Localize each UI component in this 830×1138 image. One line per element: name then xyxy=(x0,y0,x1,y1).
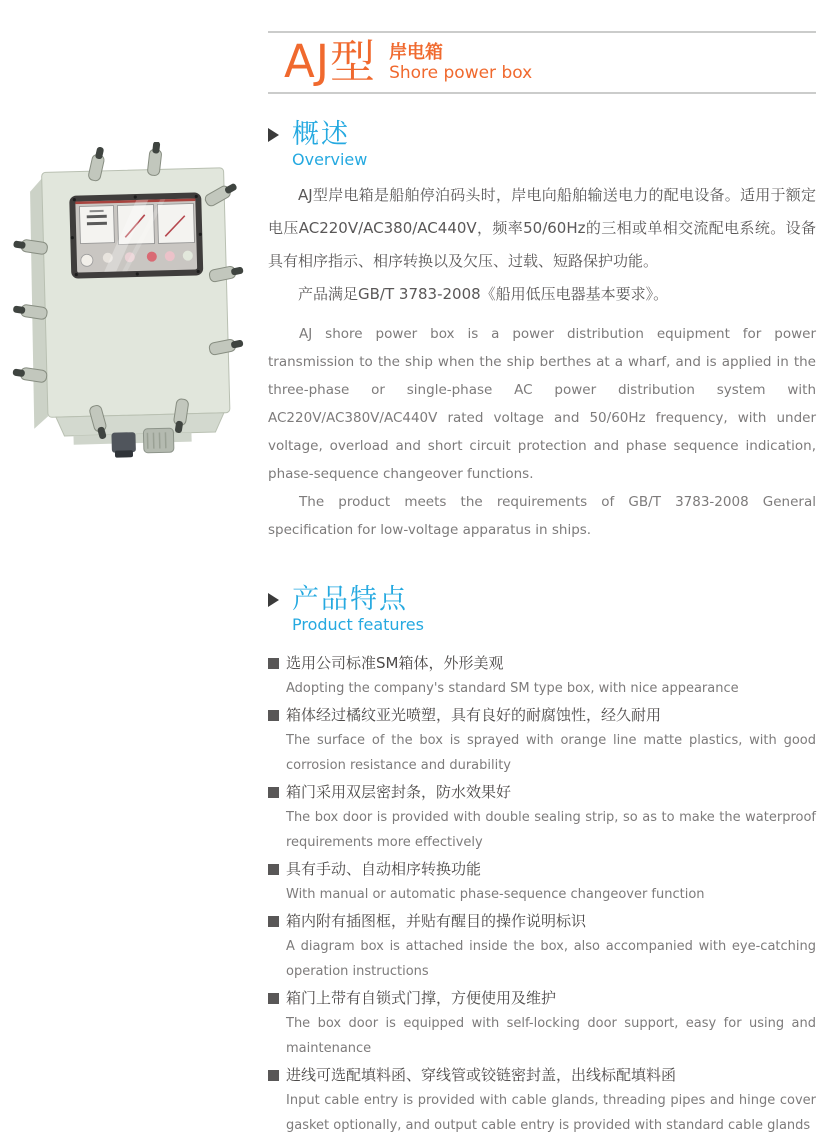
overview-section-header xyxy=(268,119,816,170)
feature-text-en: With manual or automatic phase-sequence changeover function xyxy=(268,882,816,907)
feature-item xyxy=(268,1062,816,1138)
feature-zh-row xyxy=(268,856,816,882)
section-arrow-icon xyxy=(268,593,279,607)
feature-item xyxy=(268,650,816,701)
square-bullet-icon xyxy=(268,658,279,669)
square-bullet-icon xyxy=(268,710,279,721)
feature-text-zh: 进线可选配填料函、穿线管或铰链密封盖，出线标配填料函 xyxy=(286,1062,676,1088)
feature-text-zh: 箱门采用双层密封条，防水效果好 xyxy=(286,779,511,805)
content-column xyxy=(268,0,816,1138)
feature-text-zh: 箱体经过橘纹亚光喷塑，具有良好的耐腐蚀性，经久耐用 xyxy=(286,702,661,728)
feature-item xyxy=(268,985,816,1061)
square-bullet-icon xyxy=(268,864,279,875)
overview-paragraph-en-2: The product meets the requirements of GB/T 3783-2008 General specification for low-voltage apparatus in ships. xyxy=(268,488,816,544)
section-arrow-icon xyxy=(268,128,279,142)
product-name-zh: 岸电箱 xyxy=(389,43,532,64)
feature-zh-row xyxy=(268,985,816,1011)
shore-power-box-image xyxy=(8,142,268,462)
square-bullet-icon xyxy=(268,916,279,927)
features-heading-en: Product features xyxy=(292,615,424,635)
feature-text-zh: 箱内附有插图框，并贴有醒目的操作说明标识 xyxy=(286,908,586,934)
product-name xyxy=(389,39,532,83)
page-title xyxy=(268,33,816,92)
overview-paragraph-en-1: AJ shore power box is a power distribution equipment for power transmission to the ship when the ship berthes at a wharf, and is applied in the three-phase or single-phase AC power distribution system with AC220V/AC380V/AC440V rated voltage and 50/60Hz frequency, with under voltage, overload and short circuit protection and phase sequence indication, phase-sequence changeover functions. xyxy=(268,320,816,488)
features-section-header xyxy=(268,584,816,635)
ammeter-2 xyxy=(157,204,194,244)
feature-text-en: A diagram box is attached inside the box, also accompanied with eye-catching operation instructions xyxy=(268,934,816,984)
features-heading xyxy=(292,584,424,635)
model-name: AJ型 xyxy=(284,39,376,84)
overview-heading-en: Overview xyxy=(292,150,367,170)
feature-zh-row xyxy=(268,702,816,728)
overview-paragraph-zh-2: 产品满足GB/T 3783-2008《船用低压电器基本要求》。 xyxy=(268,278,816,311)
feature-text-zh: 具有手动、自动相序转换功能 xyxy=(286,856,481,882)
square-bullet-icon xyxy=(268,1070,279,1081)
feature-item xyxy=(268,908,816,984)
meter-window xyxy=(69,192,203,278)
overview-heading-zh: 概述 xyxy=(292,119,367,150)
feature-zh-row xyxy=(268,779,816,805)
feature-text-en: The box door is equipped with self-locking door support, easy for using and maintenance xyxy=(268,1011,816,1061)
feature-item xyxy=(268,702,816,778)
feature-text-zh: 选用公司标准SM箱体，外形美观 xyxy=(286,650,503,676)
square-bullet-icon xyxy=(268,993,279,1004)
feature-text-en: The surface of the box is sprayed with orange line matte plastics, with good corrosion resistance and durability xyxy=(268,728,816,778)
feature-text-en: Adopting the company's standard SM type box, with nice appearance xyxy=(268,676,816,701)
square-bullet-icon xyxy=(268,787,279,798)
feature-text-zh: 箱门上带有自锁式门撑，方便使用及维护 xyxy=(286,985,556,1011)
button-lamp xyxy=(81,254,93,266)
feature-item xyxy=(268,779,816,855)
feature-zh-row xyxy=(268,908,816,934)
feature-zh-row xyxy=(268,650,816,676)
product-photo xyxy=(8,142,268,462)
divider-title-bottom xyxy=(268,92,816,94)
features-list xyxy=(268,650,816,1138)
overview-paragraph-zh-1: AJ型岸电箱是船舶停泊码头时，岸电向船舶输送电力的配电设备。适用于额定电压AC220V/AC380/AC440V，频率50/60Hz的三相或单相交流配电系统。设备具有相序指示、相序转换以及欠压、过载、短路保护功能。 xyxy=(268,179,816,278)
box-base xyxy=(56,413,224,436)
product-name-en: Shore power box xyxy=(389,64,532,84)
feature-text-en: Input cable entry is provided with cable glands, threading pipes and hinge cover gasket optionally, and output cable entry is provided with standard cable glands xyxy=(268,1088,816,1138)
features-heading-zh: 产品特点 xyxy=(292,584,424,615)
feature-text-en: The box door is provided with double sealing strip, so as to make the waterproof requirements more effectively xyxy=(268,805,816,855)
overview-heading xyxy=(292,119,367,170)
feature-zh-row xyxy=(268,1062,816,1088)
feature-item xyxy=(268,856,816,907)
